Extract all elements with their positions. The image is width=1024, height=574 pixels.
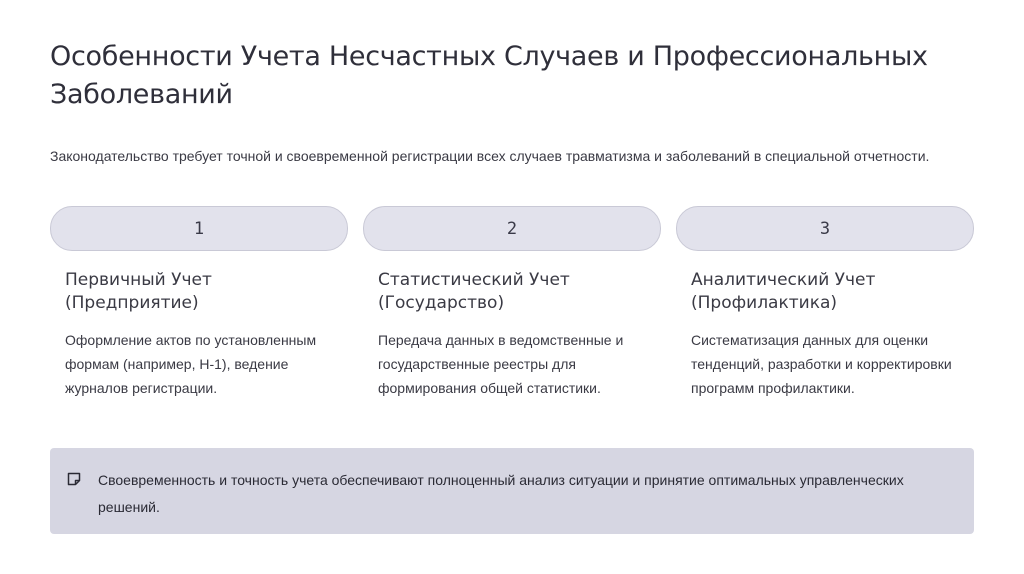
step-title-line: Аналитический Учет [691, 270, 876, 290]
step-description: Оформление актов по установленным формам (например, Н-1), ведение журналов регистрации. [65, 332, 317, 396]
step-number-pill: 1 [50, 206, 348, 251]
step-title-line: Первичный Учет [65, 270, 212, 290]
step-description: Передача данных в ведомственные и государственные реестры для формирования общей статистики. [378, 332, 624, 396]
note-text: Своевременность и точность учета обеспечивают полноценный анализ ситуации и принятие оптимальных управленческих решений. [98, 472, 904, 515]
step-title-line: Статистический Учет [378, 270, 570, 290]
step-title [691, 269, 974, 315]
step-card-2 [363, 206, 661, 400]
step-card-3 [676, 206, 974, 400]
intro-text: Законодательство требует точной и своевременной регистрации всех случаев травматизма и заболеваний в специальной отчетности. [50, 148, 930, 164]
step-title [65, 269, 348, 315]
steps-row [50, 206, 974, 436]
step-title [378, 269, 661, 315]
note-icon [67, 472, 81, 486]
step-description: Систематизация данных для оценки тенденций, разработки и корректировки программ профилактики. [691, 332, 952, 396]
step-title-line: (Профилактика) [691, 293, 838, 313]
page-title: Особенности Учета Несчастных Случаев и Профессиональных Заболеваний [50, 41, 928, 110]
step-title-line: (Предприятие) [65, 293, 199, 313]
slide [50, 0, 974, 574]
note-callout [50, 448, 974, 534]
step-title-line: (Государство) [378, 293, 505, 313]
step-number-pill: 3 [676, 206, 974, 251]
step-number-pill: 2 [363, 206, 661, 251]
step-card-1 [50, 206, 348, 400]
